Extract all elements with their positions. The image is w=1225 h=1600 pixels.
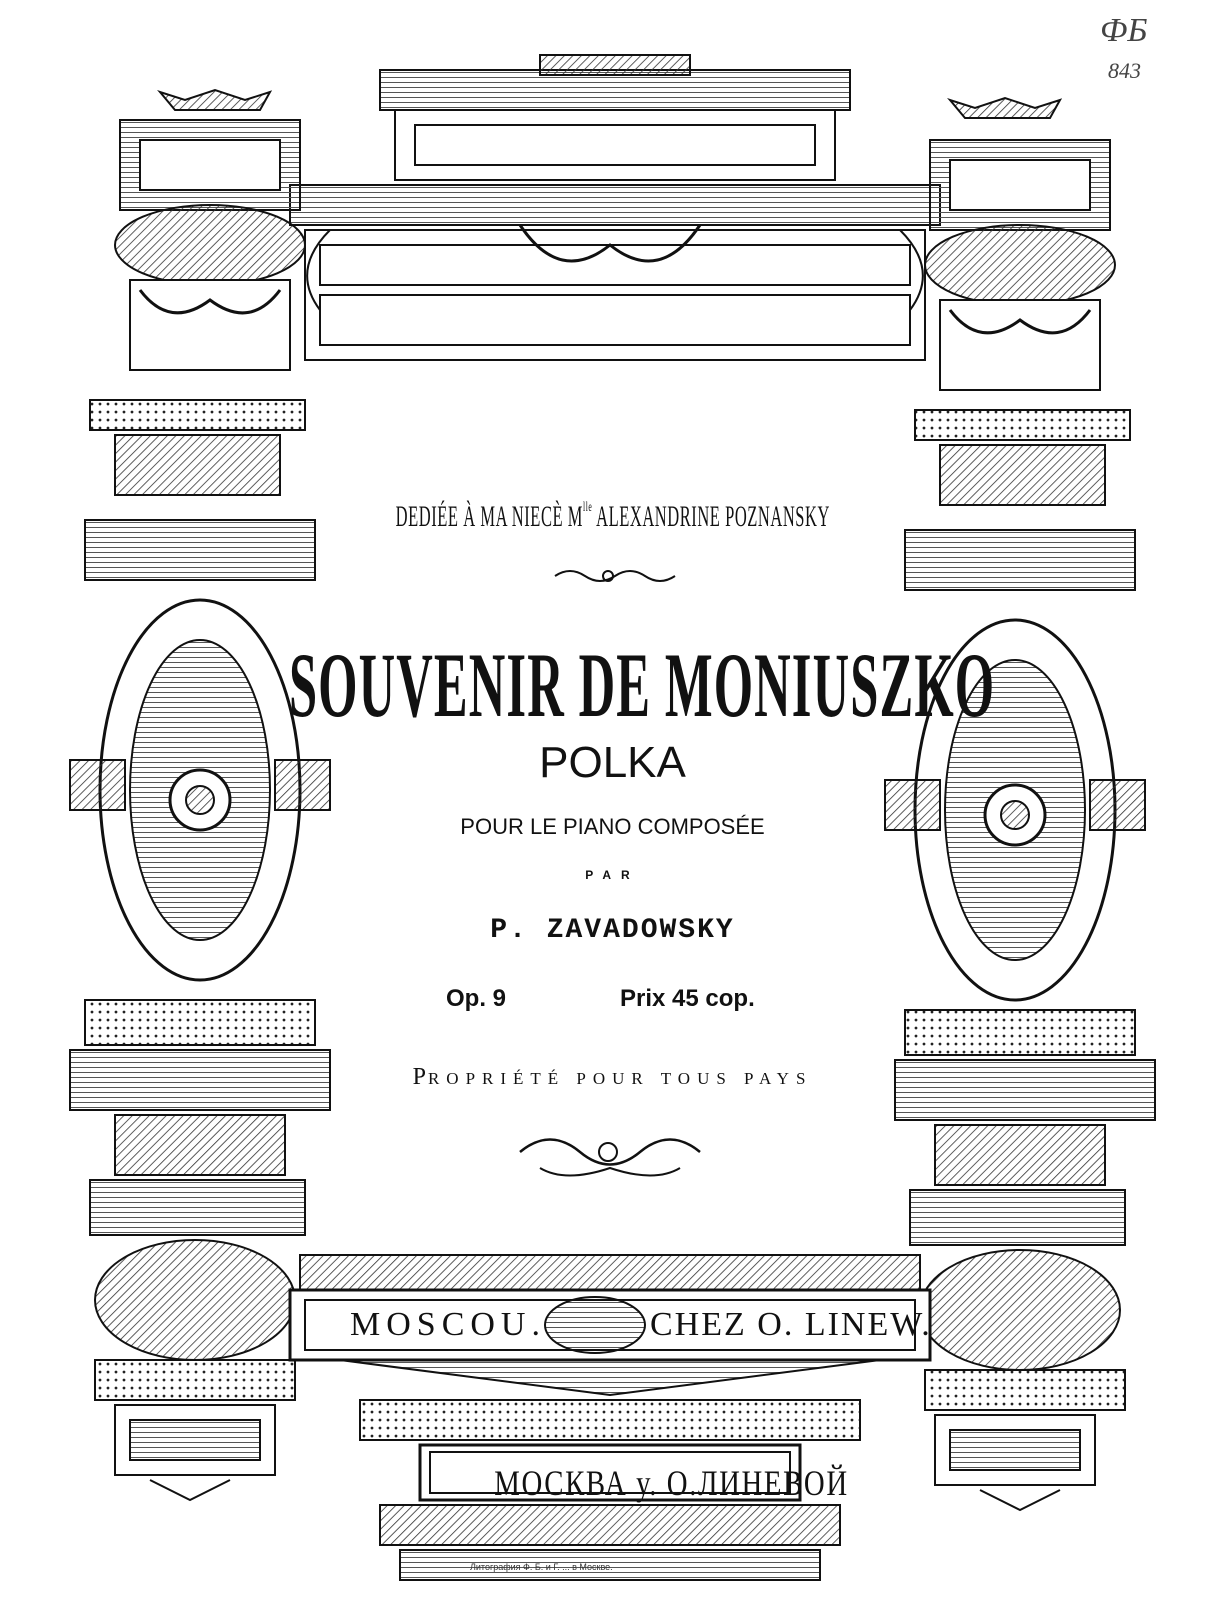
opus-number: Op. 9 (446, 985, 507, 1012)
title: SOUVENIR DE MONIUSZKO (288, 634, 996, 736)
publisher-cyrillic: МОСКВА у. О.ЛИНЕВОЙ (494, 1463, 849, 1503)
top-canopy (290, 55, 940, 360)
dedication (0, 500, 1225, 534)
composer-name: P. ZAVADOWSKY (490, 915, 735, 946)
composed-line: POUR LE PIANO COMPOSÉE (460, 814, 765, 839)
par-line: PAR (585, 868, 640, 882)
publisher-city-latin: MOSCOU. (350, 1306, 546, 1343)
rights-rest: ROPRIÉTÉ POUR TOUS PAYS (427, 1069, 813, 1088)
archive-mark-1: ФБ (1100, 12, 1148, 49)
publisher-plates (290, 1255, 930, 1580)
archive-mark-2: 843 (1108, 58, 1141, 83)
dedication-prefix: DEDIÉE À MA NIECÈ M (395, 500, 583, 533)
dedication-sup: lle (582, 500, 593, 515)
subtitle: POLKA (539, 738, 686, 787)
price: Prix 45 cop. (620, 985, 755, 1012)
rights-notice (0, 1064, 1225, 1091)
dedication-name: ALEXANDRINE POZNANSKY (592, 500, 830, 533)
rights-first-letter: P (412, 1064, 428, 1090)
publisher-name-latin: CHEZ O. LINEW. (650, 1306, 932, 1343)
printer-line: Литография Ф. Б. и Г. ... в Москве. (470, 1562, 613, 1572)
